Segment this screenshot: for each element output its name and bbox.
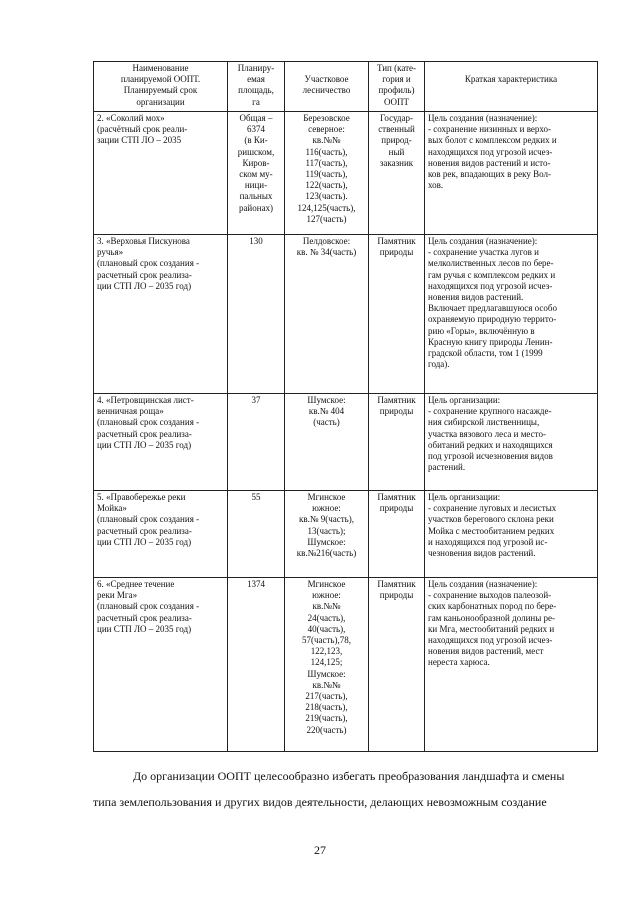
cell-description: Цель создания (назначение): - сохранение низинных и верхо- вых болот с комплексом редких и находящихся под угрозой исчез- новения видов растений и исто- ков рек, впадающих в реку Вол- хов. <box>425 112 598 235</box>
table-row <box>94 578 598 752</box>
table-row <box>94 491 598 578</box>
cell-type: Памятник природы <box>369 394 425 491</box>
cell-name: 6. «Среднее течение реки Мга» (плановый срок создания - расчетный срок реализа- ции СТП ЛО – 2035 год) <box>94 578 228 752</box>
cell-type: Памятник природы <box>369 578 425 752</box>
body-paragraph-line-1: До организации ООПТ целесообразно избегать преобразования ландшафта и смены <box>133 769 565 783</box>
cell-type: Государ- ственный природ- ный заказник <box>369 112 425 235</box>
cell-forestry: Шумское: кв.№ 404 (часть) <box>285 394 369 491</box>
body-paragraph-line-2: типа землепользования и других видов деятельности, делающих невозможным создание <box>93 795 547 809</box>
protected-areas-table <box>93 61 598 752</box>
page-number: 27 <box>314 843 326 857</box>
cell-type: Памятник природы <box>369 491 425 578</box>
cell-type: Памятник природы <box>369 235 425 394</box>
cell-area: 1374 <box>228 578 285 752</box>
cell-name: 2. «Соколий мох» (расчётный срок реали- зации СТП ЛО – 2035 <box>94 112 228 235</box>
cell-area: 130 <box>228 235 285 394</box>
cell-description: Цель организации: - сохранение луговых и лесистых участков берегового склона реки Мойка с местообитанием редких и находящихся под угрозой ис- чезновения видов растений. <box>425 491 598 578</box>
header-type: Тип (кате- гория и профиль) ООПТ <box>369 62 425 112</box>
header-area: Планиру- емая площадь, га <box>228 62 285 112</box>
header-description: Краткая характеристика <box>425 62 598 112</box>
cell-name: 4. «Петровщинская лист- венничная роща» (плановый срок создания - расчетный срок реализа- ции СТП ЛО – 2035 год) <box>94 394 228 491</box>
cell-name: 3. «Верховья Пискунова ручья» (плановый срок создания - расчетный срок реализа- ции СТП ЛО – 2035 год) <box>94 235 228 394</box>
cell-area: Общая – 6374 (в Ки- ришском, Киров- ском му- ници- пальных районах) <box>228 112 285 235</box>
header-forestry: Участковое лесничество <box>285 62 369 112</box>
cell-area: 55 <box>228 491 285 578</box>
cell-name: 5. «Правобережье реки Мойка» (плановый срок создания - расчетный срок реализа- ции СТП ЛО – 2035 год) <box>94 491 228 578</box>
cell-forestry: Березовское северное: кв.№№ 116(часть), 117(часть), 119(часть), 122(часть), 123(часть). 124,125(часть), 127(часть) <box>285 112 369 235</box>
cell-description: Цель создания (назначение): - сохранение выходов палеозой- ских карбонатных пород по бере- гам каньонообразной долины ре- ки Мга, местообитаний редких и находящихся под угрозой исчез- новения видов растений, мест нереста харюса. <box>425 578 598 752</box>
header-name: Наименование планируемой ООПТ. Планируемый срок организации <box>94 62 228 112</box>
cell-forestry: Мгинское южное: кв.№ 9(часть), 13(часть); Шумское: кв.№216(часть) <box>285 491 369 578</box>
cell-forestry: Мгинское южное: кв.№№ 24(часть), 40(часть), 57(часть),78, 122,123, 124,125; Шумское: кв.№№ 217(часть), 218(часть), 219(часть), 220(часть) <box>285 578 369 752</box>
cell-area: 37 <box>228 394 285 491</box>
table-row <box>94 394 598 491</box>
table-row <box>94 235 598 394</box>
cell-description: Цель создания (назначение): - сохранение участка лугов и мелколиственных лесов по бере- гам ручья с комплексом редких и находящихся под угрозой исчез- новения видов растений. Включает предлагавшуюся особо охраняемую природную террито- рию «Горы», включённую в Красную книгу природы Ленин- градской области, том 1 (1999 года). <box>425 235 598 394</box>
cell-forestry: Пелдовское: кв. № 34(часть) <box>285 235 369 394</box>
cell-description: Цель организации: - сохранение крупного насажде- ния сибирской лиственницы, участка вязового леса и место- обитаний редких и находящихся под угрозой исчезновения видов растений. <box>425 394 598 491</box>
table-row <box>94 112 598 235</box>
table-header-row <box>94 62 598 112</box>
